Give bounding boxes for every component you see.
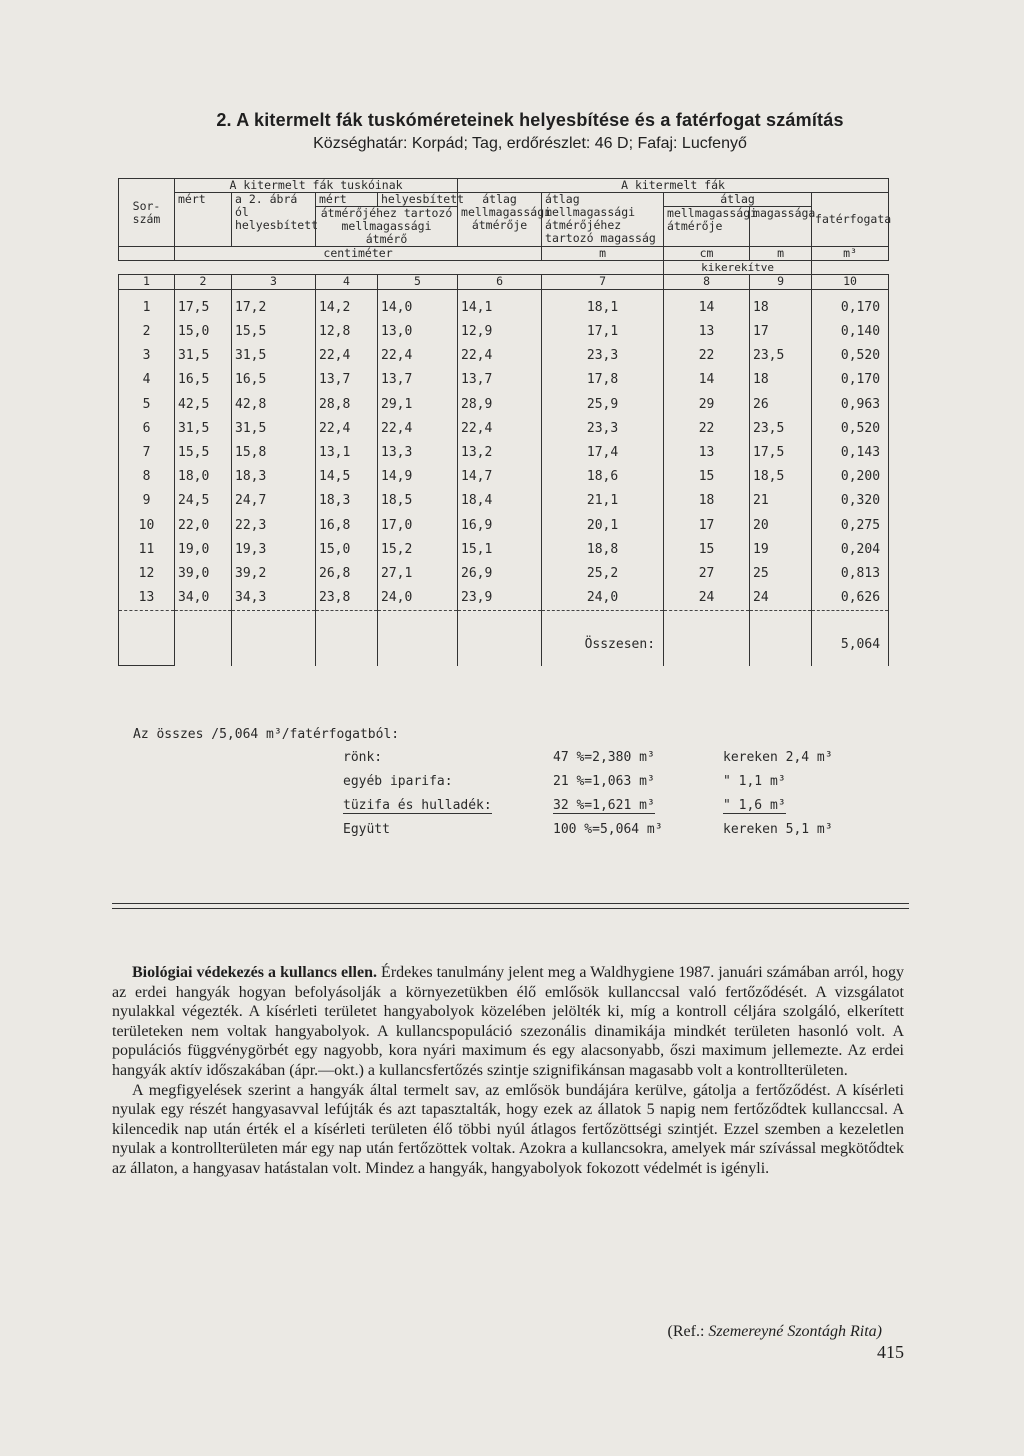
- table-cell: 42,5: [175, 393, 232, 417]
- table-cell: 16,9: [458, 514, 542, 538]
- table-cell: 22,4: [378, 417, 458, 441]
- header-atlag-mag: átlag mellmagassági átmérőjéhez tartozó magasság: [542, 193, 664, 247]
- header-a2abrarol: a 2. ábrá ól helyesbített: [232, 193, 316, 247]
- table-cell: 0,520: [812, 344, 889, 368]
- column-numbers: [119, 275, 889, 290]
- article: [112, 963, 904, 1179]
- column-number: 10: [812, 275, 889, 290]
- table-cell: 5: [119, 393, 175, 417]
- divider: [112, 903, 909, 904]
- table-cell: 0,275: [812, 514, 889, 538]
- table-row: [119, 393, 889, 417]
- table-footer: [119, 611, 889, 666]
- table-cell: 12,9: [458, 320, 542, 344]
- table-cell: 0,143: [812, 441, 889, 465]
- summary-row: [133, 750, 853, 774]
- header-centimeter: centiméter: [175, 247, 542, 261]
- table-cell: 8: [119, 465, 175, 489]
- table-cell: 22,4: [316, 417, 378, 441]
- table-row: [119, 290, 889, 321]
- table-cell: 22,0: [175, 514, 232, 538]
- summary-row: [133, 798, 853, 822]
- table-cell: 11: [119, 538, 175, 562]
- table-cell: 13,0: [378, 320, 458, 344]
- summary-approx: " 1,6 m³: [723, 798, 786, 813]
- table-cell: 13,2: [458, 441, 542, 465]
- table-cell: 26,9: [458, 562, 542, 586]
- table-cell: 18,3: [316, 489, 378, 513]
- table-cell: 0,626: [812, 586, 889, 611]
- table-cell: 29: [664, 393, 750, 417]
- reference: [668, 1323, 882, 1341]
- table-cell: 18,0: [175, 465, 232, 489]
- table-cell: 17,0: [378, 514, 458, 538]
- table-header: [119, 178, 892, 275]
- table-cell: 15,0: [316, 538, 378, 562]
- table-cell: 24,0: [542, 586, 664, 611]
- header-mert2: mért: [316, 193, 378, 207]
- header-atlag: átlag: [664, 193, 812, 207]
- table-cell: 19: [750, 538, 812, 562]
- table-cell: 18,6: [542, 465, 664, 489]
- page-number: 415: [877, 1342, 904, 1362]
- table-cell: 17,2: [232, 290, 316, 321]
- table-cell: 17,5: [175, 290, 232, 321]
- table-cell: 22,3: [232, 514, 316, 538]
- table-cell: 0,520: [812, 417, 889, 441]
- table-cell: 27,1: [378, 562, 458, 586]
- header-kikerekitve: kikerekítve: [664, 261, 812, 275]
- summary-value: 32 %=1,621 m³: [553, 798, 655, 813]
- table-cell: 18,1: [542, 290, 664, 321]
- table-cell: 23,3: [542, 344, 664, 368]
- table-cell: 9: [119, 489, 175, 513]
- table-cell: 25: [750, 562, 812, 586]
- table-cell: 26,8: [316, 562, 378, 586]
- header-faterfogata: fatérfogata: [812, 193, 889, 247]
- table-row: [119, 417, 889, 441]
- summary-label: rönk:: [343, 750, 383, 765]
- table-cell: 31,5: [175, 417, 232, 441]
- table-cell: 39,0: [175, 562, 232, 586]
- table-cell: 23,8: [316, 586, 378, 611]
- table-row: [119, 538, 889, 562]
- table-cell: 29,1: [378, 393, 458, 417]
- header-magassaga: magassága: [750, 207, 812, 247]
- table-cell: 13: [119, 586, 175, 611]
- table-cell: 18: [750, 368, 812, 392]
- column-number: 2: [175, 275, 232, 290]
- table-cell: 22: [664, 344, 750, 368]
- table-cell: 24: [664, 586, 750, 611]
- total-value: 5,064: [812, 625, 889, 666]
- table-cell: 34,3: [232, 586, 316, 611]
- table-cell: 23,3: [542, 417, 664, 441]
- table-cell: 18,8: [542, 538, 664, 562]
- table-cell: 16,5: [232, 368, 316, 392]
- table-cell: 22,4: [316, 344, 378, 368]
- table-cell: 24: [750, 586, 812, 611]
- table-cell: 24,7: [232, 489, 316, 513]
- table-cell: 6: [119, 417, 175, 441]
- table-cell: 15,2: [378, 538, 458, 562]
- table-cell: 14,2: [316, 290, 378, 321]
- table-cell: 18: [664, 489, 750, 513]
- summary-approx: " 1,1 m³: [723, 774, 786, 789]
- header-unit-m3: m³: [812, 247, 889, 261]
- column-number: 6: [458, 275, 542, 290]
- header-group-fak: A kitermelt fák: [458, 179, 889, 193]
- table-body: [119, 290, 889, 611]
- table-cell: 18: [750, 290, 812, 321]
- heading: [100, 110, 960, 153]
- column-number: 4: [316, 275, 378, 290]
- data-table: [118, 178, 892, 666]
- table-cell: 14: [664, 290, 750, 321]
- table-cell: 0,200: [812, 465, 889, 489]
- table-cell: 13,7: [458, 368, 542, 392]
- table-cell: 26: [750, 393, 812, 417]
- summary-approx: kereken 2,4 m³: [723, 750, 833, 765]
- table-cell: 14,9: [378, 465, 458, 489]
- summary-label: Együtt: [343, 822, 390, 837]
- table-cell: 34,0: [175, 586, 232, 611]
- table-cell: 19,0: [175, 538, 232, 562]
- column-number: 8: [664, 275, 750, 290]
- table-cell: 17,8: [542, 368, 664, 392]
- table-cell: 15,8: [232, 441, 316, 465]
- table-cell: 20: [750, 514, 812, 538]
- article-paragraph: A megfigyelések szerint a hangyák által termelt sav, az emlősök bundájára kerülve, gátolja a fertőződést. A kísérleti nyulak egy részét hangyasavval lefújták és azt tapasztalták, hogy ezek az állatok 5 napig nem fertőződtek kullanccsal. A kilencedik nap után érték el a kísérleti területen élő többi nyúl átlagos fertőzöttségi szintjét. Ezzel szemben a kezeletlen nyulak a kontrollterületen már egy nap után fertőzöttek voltak. Azokra a kullancsokra, amelyek már szívással megkötődtek az állaton, a hangyasav hatástalan volt. Mindez a hangyák, hangyabolyok fokozott védelmét is igényli.: [112, 1081, 904, 1177]
- article-paragraph: [112, 963, 904, 1081]
- table-cell: 0,170: [812, 368, 889, 392]
- table-cell: 39,2: [232, 562, 316, 586]
- table-cell: 0,140: [812, 320, 889, 344]
- column-number: 7: [542, 275, 664, 290]
- table-cell: 7: [119, 441, 175, 465]
- table-cell: 18,4: [458, 489, 542, 513]
- table-cell: 23,5: [750, 344, 812, 368]
- header-mert: mért: [175, 193, 232, 247]
- table-cell: 18,3: [232, 465, 316, 489]
- table-cell: 16,8: [316, 514, 378, 538]
- table-cell: 22,4: [458, 344, 542, 368]
- header-unit-m: m: [542, 247, 664, 261]
- table-cell: 23,5: [750, 417, 812, 441]
- summary-approx: kereken 5,1 m³: [723, 822, 833, 837]
- table-cell: 16,5: [175, 368, 232, 392]
- table-cell: 14,5: [316, 465, 378, 489]
- table-cell: 24,5: [175, 489, 232, 513]
- table-cell: 25,9: [542, 393, 664, 417]
- table-cell: 28,8: [316, 393, 378, 417]
- table-cell: 24,0: [378, 586, 458, 611]
- table-cell: 0,963: [812, 393, 889, 417]
- table-cell: 0,170: [812, 290, 889, 321]
- table-cell: 0,813: [812, 562, 889, 586]
- header-unit-cm: cm: [664, 247, 750, 261]
- table-cell: 23,9: [458, 586, 542, 611]
- table-cell: 20,1: [542, 514, 664, 538]
- table-cell: 22,4: [458, 417, 542, 441]
- table-cell: 19,3: [232, 538, 316, 562]
- article-text: Érdekes tanulmány jelent meg a Waldhygiene 1987. januári számában arról, hogy az erdei hangyák hogyan befolyásolják a környezetükben élő emlősök kullanccsal való fertőződését. A vizsgálatot nyulakkal végezték. A kísérleti területet hangyabolyok közelében jelölték ki, míg a kontroll céljára szolgáló, elkerített területeken nem voltak hangyabolyok. A kullancspopuláció szezonális dinamikája mindkét területen hasonló volt. A populációs függvénygörbét egy nagyobb, kora nyári maximum és egy alacsonyabb, őszi maximum jellemezte. Az erdei hangyák aktív időszakában (ápr.—okt.) a kullancsfertőzés szintje szignifikánsan magasabb volt a kontrollterületen.: [112, 964, 905, 1079]
- table-cell: 17,1: [542, 320, 664, 344]
- table-cell: 1: [119, 290, 175, 321]
- table-cell: 28,9: [458, 393, 542, 417]
- table-cell: 21,1: [542, 489, 664, 513]
- table-cell: 12: [119, 562, 175, 586]
- column-number: 1: [119, 275, 175, 290]
- table-cell: 13: [664, 320, 750, 344]
- table-cell: 12,8: [316, 320, 378, 344]
- divider: [112, 908, 909, 909]
- table-cell: 22,4: [378, 344, 458, 368]
- table-cell: 4: [119, 368, 175, 392]
- article-title: Biológiai védekezés a kullancs ellen.: [132, 964, 378, 981]
- table-row: [119, 489, 889, 513]
- table-cell: 27: [664, 562, 750, 586]
- table-cell: 15,5: [175, 441, 232, 465]
- table-cell: 17,5: [750, 441, 812, 465]
- table-cell: 3: [119, 344, 175, 368]
- summary-intro: Az összes /5,064 m³/fatérfogatból:: [133, 727, 400, 742]
- summary-value: 21 %=1,063 m³: [553, 774, 655, 789]
- table-cell: 15: [664, 538, 750, 562]
- table-cell: 14,1: [458, 290, 542, 321]
- reference-author: Szemereyné Szontágh Rita): [708, 1323, 882, 1340]
- summary-label: tüzifa és hulladék:: [343, 798, 492, 813]
- summary-value: 47 %=2,380 m³: [553, 750, 655, 765]
- table-row: [119, 465, 889, 489]
- table-cell: 18,5: [750, 465, 812, 489]
- column-number: 9: [750, 275, 812, 290]
- table-cell: 31,5: [232, 344, 316, 368]
- table-cell: 0,204: [812, 538, 889, 562]
- table-cell: 15,5: [232, 320, 316, 344]
- table-cell: 13: [664, 441, 750, 465]
- table-cell: 15: [664, 465, 750, 489]
- table-row: [119, 562, 889, 586]
- table-cell: 2: [119, 320, 175, 344]
- total-label: Összesen:: [542, 625, 664, 666]
- header-helyesbitett: helyesbített: [378, 193, 458, 207]
- table-cell: 17: [750, 320, 812, 344]
- table-cell: 14,0: [378, 290, 458, 321]
- summary-value: 100 %=5,064 m³: [553, 822, 663, 837]
- table-cell: 0,320: [812, 489, 889, 513]
- table-cell: 18,5: [378, 489, 458, 513]
- table-cell: 15,0: [175, 320, 232, 344]
- summary-row: [133, 774, 853, 798]
- table-cell: 21: [750, 489, 812, 513]
- table-cell: 31,5: [232, 417, 316, 441]
- table-cell: 14: [664, 368, 750, 392]
- table-cell: 25,2: [542, 562, 664, 586]
- column-number: 3: [232, 275, 316, 290]
- table-subtitle: Községhatár: Korpád; Tag, erdőrészlet: 46 D; Fafaj: Lucfenyő: [313, 135, 747, 152]
- table-row: [119, 344, 889, 368]
- table-cell: 13,7: [378, 368, 458, 392]
- header-atmerohez: átmérőjéhez tartozó mellmagassági átmérő: [316, 207, 458, 247]
- column-number: 5: [378, 275, 458, 290]
- volume-summary: [133, 727, 853, 846]
- table-row: [119, 586, 889, 611]
- header-sorszam: Sor-szám: [119, 179, 175, 247]
- table-cell: 10: [119, 514, 175, 538]
- table-cell: 13,3: [378, 441, 458, 465]
- table-cell: 13,7: [316, 368, 378, 392]
- table-row: [119, 514, 889, 538]
- header-unit-m2: m: [750, 247, 812, 261]
- header-mellmag-atm: mellmagassági átmérője: [664, 207, 750, 247]
- table-cell: 14,7: [458, 465, 542, 489]
- header-group-tusko: A kitermelt fák tuskóinak: [175, 179, 458, 193]
- table-title: 2. A kitermelt fák tuskóméreteinek helyesbítése és a fatérfogat számítás: [216, 110, 844, 130]
- reference-prefix: (Ref.:: [667, 1323, 705, 1340]
- table-row: [119, 441, 889, 465]
- table-cell: 13,1: [316, 441, 378, 465]
- table-row: [119, 320, 889, 344]
- summary-label: egyéb iparifa:: [343, 774, 453, 789]
- table-cell: 42,8: [232, 393, 316, 417]
- table-cell: 15,1: [458, 538, 542, 562]
- header-atlag-mell: átlag mellmagassági átmérője: [458, 193, 542, 247]
- table-cell: 31,5: [175, 344, 232, 368]
- table-cell: 17,4: [542, 441, 664, 465]
- table-cell: 17: [664, 514, 750, 538]
- summary-row: [133, 822, 853, 846]
- table-cell: 22: [664, 417, 750, 441]
- table-row: [119, 368, 889, 392]
